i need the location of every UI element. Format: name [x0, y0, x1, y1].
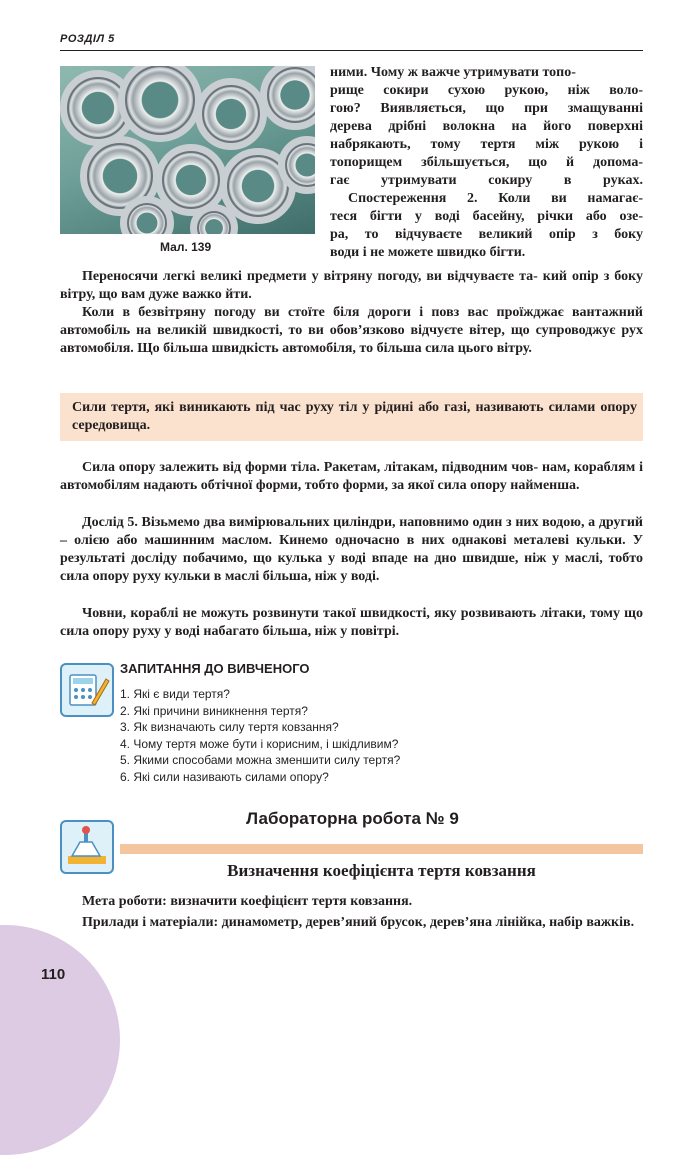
figure-caption: Мал. 139	[160, 240, 212, 254]
text-line: гає утримувати сокиру в руках.	[330, 173, 643, 188]
question-item: 1. Які є види тертя?	[120, 687, 230, 701]
text-line: ра, то відчуваєте великий опір з боку	[330, 227, 643, 242]
paragraph-boats: Човни, кораблі не можуть розвинути такої швидкості, яку розвивають літаки, тому що сила опору руху у воді набагато більша, ніж у повітрі.	[60, 606, 643, 639]
section-header: РОЗДІЛ 5	[60, 33, 115, 45]
question-item: 3. Як визначають силу тертя ковзання?	[120, 720, 339, 734]
lab-title: Лабораторна робота № 9	[246, 809, 459, 828]
lab-tools: Прилади і матеріали: динамометр, дерев’яний брусок, дерев’яна лінійка, набір важків.	[82, 915, 635, 930]
text-line: дерева дрібні волокна на його поверхні	[330, 119, 643, 134]
definition-text: Сили тертя, які виникають під час руху тіл у рідині або газі, називають силами опору середовища.	[72, 400, 637, 433]
paragraph-shape: Сила опору залежить від форми тіла. Ракетам, літакам, підводним чов- нам, кораблям і автомобілям надають обтічної форми, тобто форми, за якої сила опору найменша.	[60, 460, 643, 493]
question-item: 5. Якими способами можна зменшити силу тертя?	[120, 753, 401, 767]
bearing-shape	[118, 66, 202, 142]
lab-equipment-icon	[60, 820, 114, 874]
lab-subtitle: Визначення коефіцієнта тертя ковзання	[227, 861, 536, 880]
page-number: 110	[41, 966, 66, 983]
text-line: топорищем збільшується, що й допома-	[330, 155, 643, 170]
lab-aim: Мета роботи: визначити коефіцієнт тертя ковзання.	[82, 894, 413, 909]
question-item: 2. Які причини виникнення тертя?	[120, 703, 308, 718]
right-column-text	[330, 64, 643, 262]
paragraph-road: Коли в безвітряну погоду ви стоїте біля дороги і повз вас проїжджає вантажний автомобіль на великій швидкості, то ви обов’язково відчуєте вітер, що супроводжує рух автомобіля. Що більша швидкість автомобіля, то більша сила цього вітру.	[60, 305, 643, 356]
question-item: 6. Які сили називають силами опору?	[120, 769, 329, 784]
lab-equipment-icon-graphic	[62, 822, 112, 872]
paragraph-experiment: Дослід 5. Візьмемо два вимірювальних циліндри, наповнимо один з них водою, а другий – олією або машинним маслом. Кинемо одночасно в них однакові металеві кульки. У результаті досліду побачимо, що кулька у воді впаде на дно швидше, ніж у маслі, тобто сила опору руху кульки в маслі більша, ніж у воді.	[60, 515, 643, 584]
paragraph-wind: Переносячи легкі великі предмети у вітряну погоду, ви відчуваєте та- кий опір з боку вітру, що вам дуже важко йти.	[60, 269, 643, 302]
header-rule	[60, 50, 643, 51]
page-corner-decoration	[0, 925, 120, 1155]
questions-list	[120, 686, 400, 785]
text-line: рище сокири сухою рукою, ніж воло-	[330, 83, 643, 98]
question-item: 4. Чому тертя може бути і корисним, і шкідливим?	[120, 736, 399, 751]
questions-title: ЗАПИТАННЯ ДО ВИВЧЕНОГО	[120, 661, 310, 676]
text-line: ними. Чому ж важче утримувати топо-	[330, 65, 576, 80]
text-line: теся бігти у воді басейну, річки або озе-	[330, 209, 643, 224]
text-line: набрякають, тому тертя між рукою і	[330, 137, 643, 152]
text-line: гою? Виявляється, що при змащуванні	[330, 101, 643, 116]
lab-title-bar	[120, 844, 643, 854]
bearing-shape	[260, 66, 315, 130]
text-line: Спостереження 2. Коли ви намагає-	[348, 191, 643, 206]
calculator-notebook-icon	[60, 663, 114, 717]
bearing-shape	[195, 78, 267, 150]
bearings-photo	[60, 66, 315, 234]
text-line: води і не можете швидко бігти.	[330, 245, 526, 260]
calculator-notebook-icon-graphic	[62, 665, 112, 715]
